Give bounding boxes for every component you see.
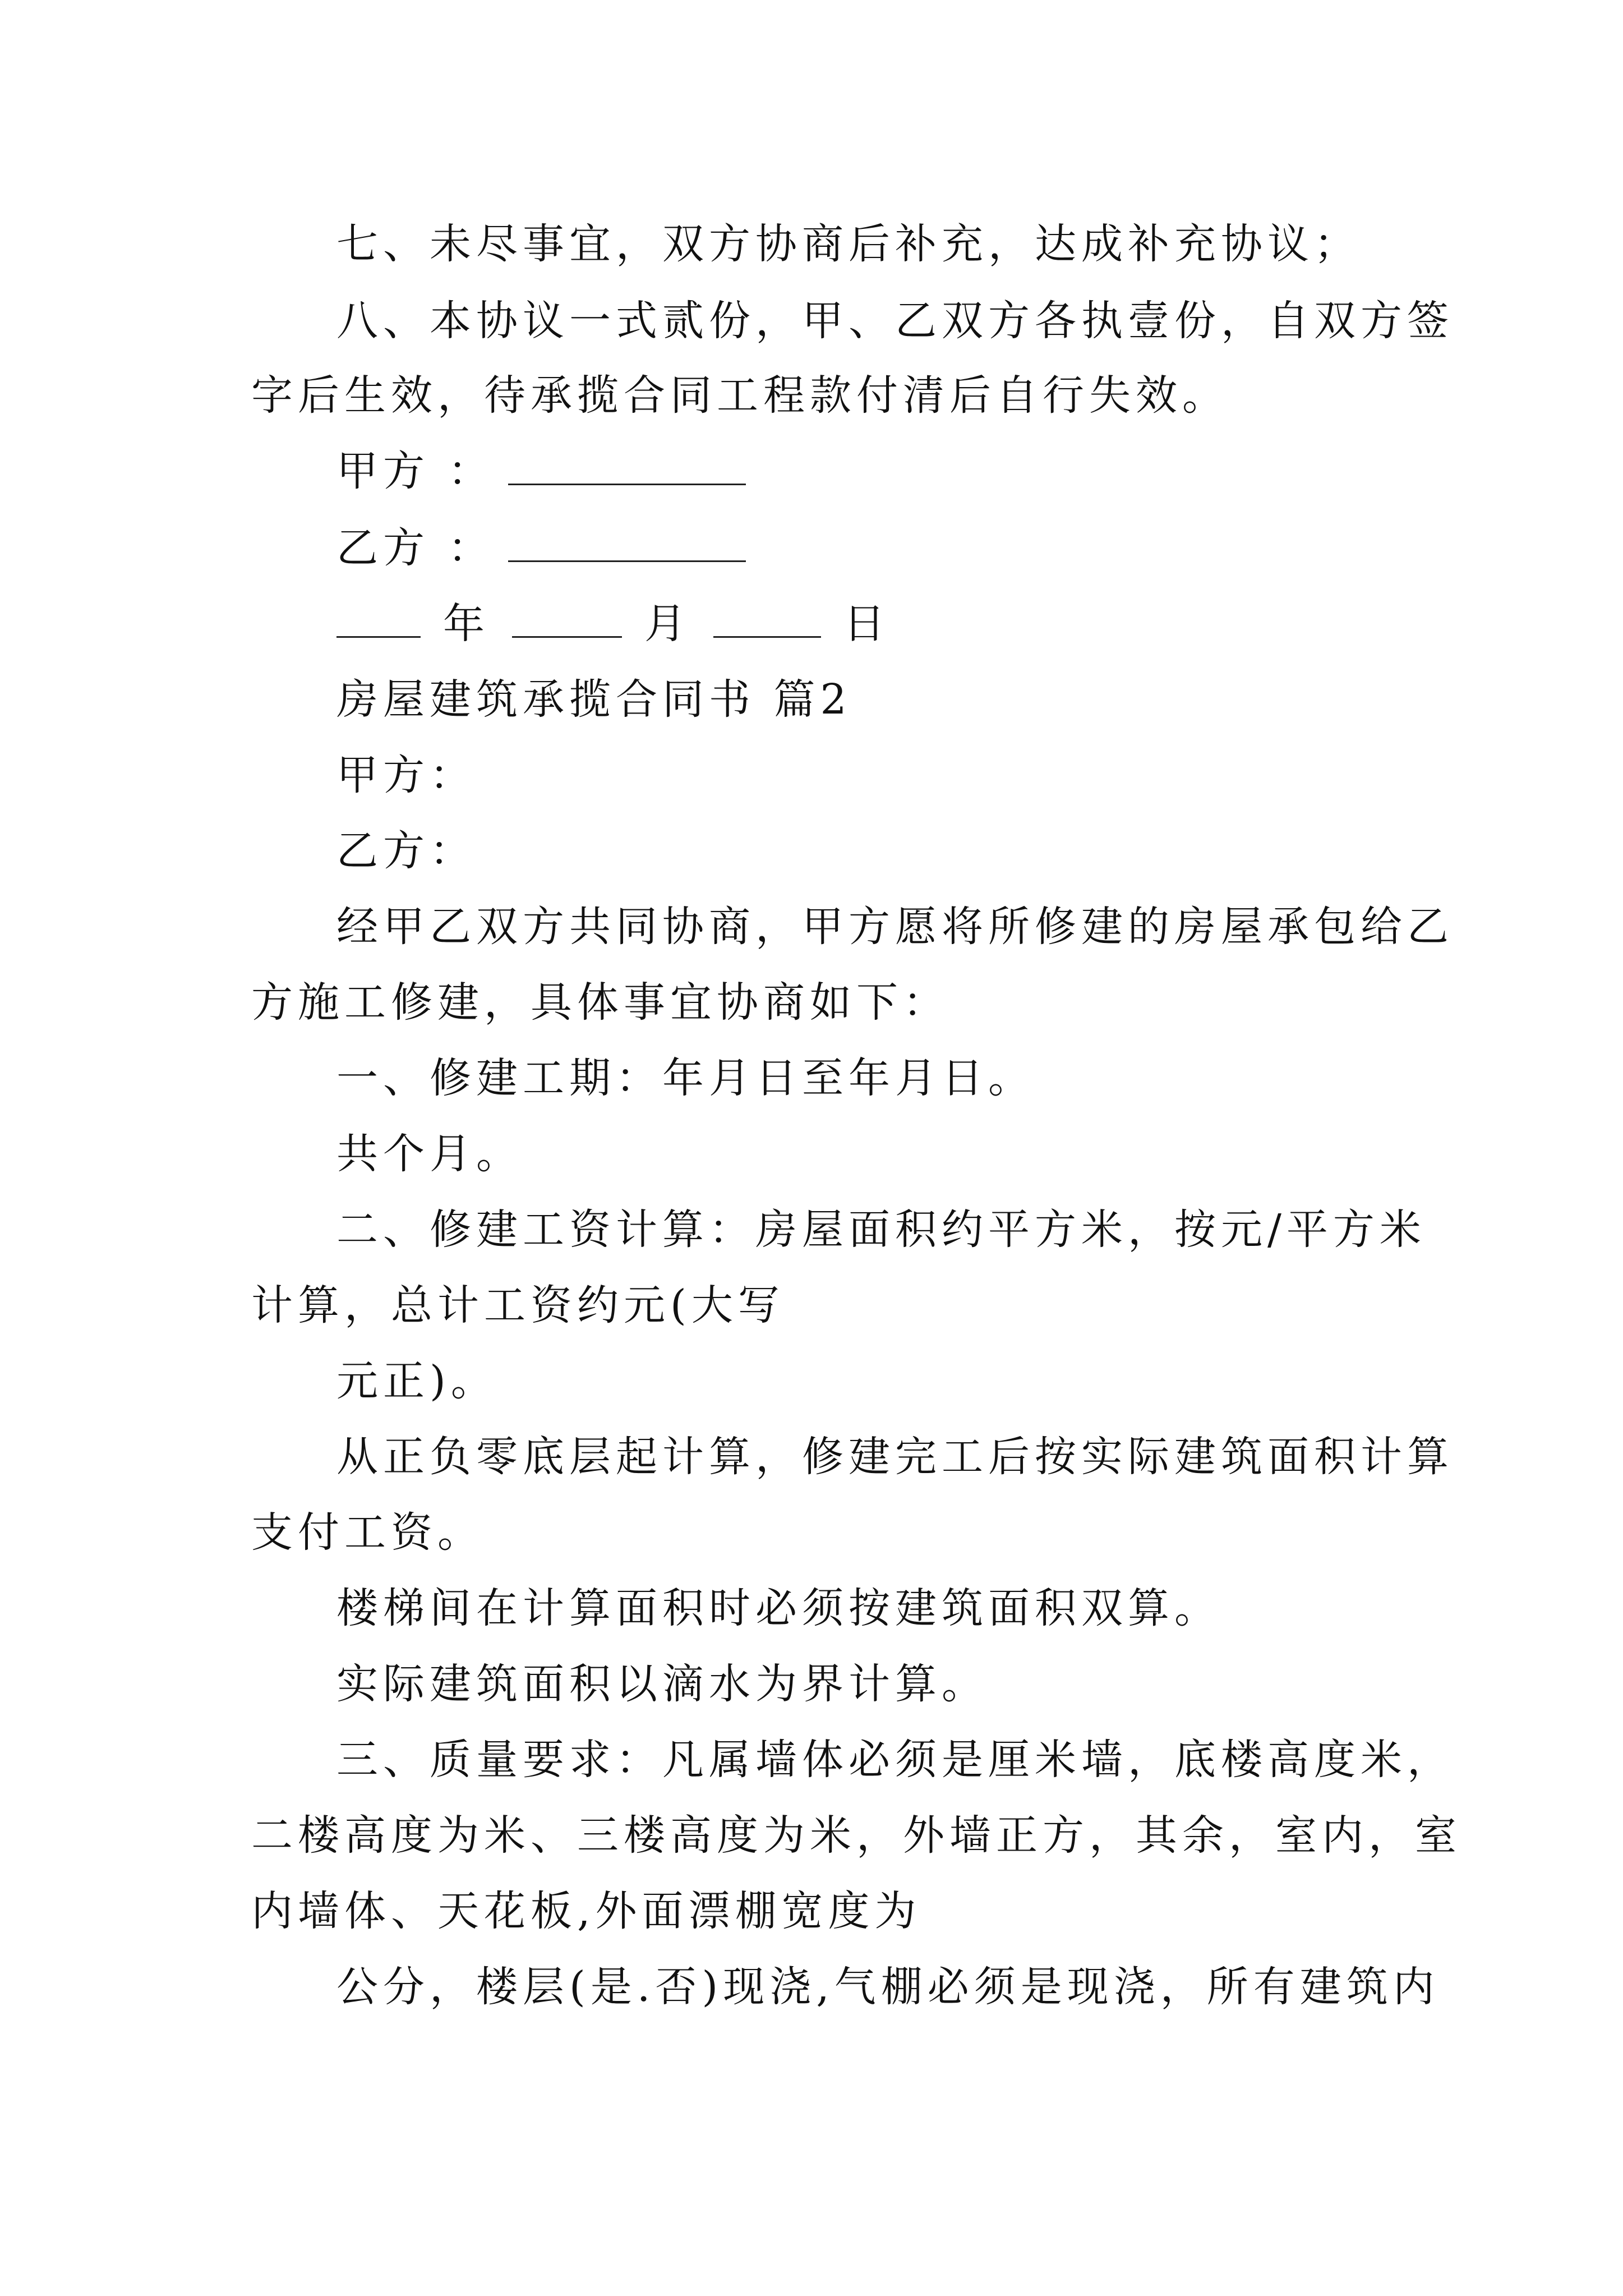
party-b-line: 乙方： [336,827,476,875]
party-a-signature-line [336,443,746,499]
date-line [336,596,890,652]
clause-three-continued-2: 内墙体、天花板,外面漂棚宽度为 [251,1887,921,1935]
party-a-line: 甲方： [336,751,476,799]
party-a-label: 甲方 ： [336,447,495,495]
clause-one: 一、修建工期：年月日至年月日。 [336,1054,1035,1102]
day-label: 日 [843,600,890,648]
month-blank [512,605,622,638]
month-label: 月 [644,600,691,648]
party-b-signature-line [336,520,746,576]
day-blank [713,605,821,638]
clause-two: 二、修建工资计算：房屋面积约平方米，按元/平方米 [336,1205,1426,1254]
clause-eight: 八、本协议一式贰份，甲、乙双方各执壹份，自双方签 [336,297,1454,345]
drip-line-rule: 实际建筑面积以滴水为界计算。 [336,1660,988,1708]
preamble-continued: 方施工修建，具体事宜协商如下： [251,978,949,1027]
year-label: 年 [443,600,490,648]
clause-two-continued: 计算，总计工资约元(大写 [251,1281,785,1329]
section-title: 房屋建筑承揽合同书 篇2 [336,675,852,724]
party-b-label: 乙方 ： [336,524,495,572]
clause-two-amount: 元正)。 [336,1357,497,1405]
year-blank [336,605,421,638]
party-a-blank [508,452,746,485]
clause-three: 三、质量要求：凡属墙体必须是厘米墙，底楼高度米， [336,1736,1454,1784]
clause-seven: 七、未尽事宜，双方协商后补充，达成补充协议； [336,220,1361,268]
area-calculation: 从正负零底层起计算，修建完工后按实际建筑面积计算 [336,1433,1454,1481]
clause-one-duration: 共个月。 [336,1130,523,1178]
stairwell-rule: 楼梯间在计算面积时必须按建筑面积双算。 [336,1584,1221,1632]
clause-three-continued: 二楼高度为米、三楼高度为米，外墙正方，其余，室内，室 [251,1811,1461,1860]
clause-three-continued-3: 公分，楼层(是.否)现浇,气棚必须是现浇，所有建筑内 [336,1963,1440,2011]
preamble: 经甲乙双方共同协商，甲方愿将所修建的房屋承包给乙 [336,903,1454,951]
area-calculation-continued: 支付工资。 [251,1508,484,1557]
clause-eight-continued: 字后生效，待承揽合同工程款付清后自行失效。 [251,371,1229,420]
party-b-blank [508,529,746,562]
